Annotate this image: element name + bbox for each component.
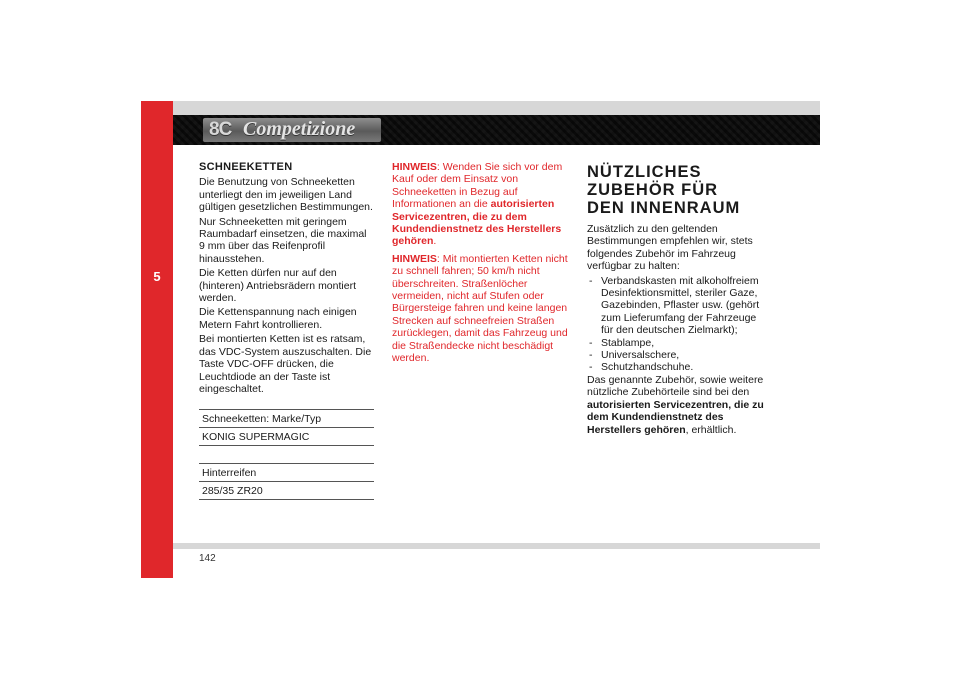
intro-paragraph: Zusätzlich zu den geltenden Bestimmungen empfehlen wir, stets folgendes Zubehör im Fahrzeug verfügbar zu halten: [587,223,753,273]
note-text: : Mit montierten Ketten nicht zu schnell fahren; 50 km/h nicht überschreiten. Straßenlöcher vermeiden, nicht auf Stufen oder Bürgersteige fahren und keine langen Strecken auf schneefreien Straßen zurücklegen, damit das Fahrzeug und die Straßendecke nicht beschädigt werden. [392,252,568,365]
bottom-band [173,543,820,549]
title-line: DEN INNENRAUM [587,199,741,217]
outro-bold-text: autorisierten Servicezentren, die zu dem Kundendienstnetz des Herstellers gehören [587,398,764,436]
paragraph: Nur Schneeketten mit geringem Raumbadarf einsetzen, die maximal 9 mm über das Reifenprofil hinausstehen. [199,215,367,265]
logo [203,118,381,142]
table-header-cell: Schneeketten: Marke/Typ [199,410,374,428]
carbon-header [173,115,820,145]
title-line: ZUBEHÖR FÜR [587,181,719,199]
title-line: NÜTZLICHES [587,163,702,181]
rear-tyre-table [199,463,374,500]
outro-end: , erhältlich. [685,423,737,436]
logo-mark: 8C [209,119,232,140]
paragraph: Die Benutzung von Schneeketten unterliegt den im jeweiligen Land gültigen gesetzlichen Bestimmungen. [199,176,373,214]
table-row [199,482,374,500]
paragraph: Bei montierten Ketten ist es ratsam, das VDC-System auszuschalten. Die Taste VDC-OFF drücken, die Leuchtdiode an der Taste ist eingeschaltet. [199,333,372,395]
page-number: 142 [199,553,216,564]
note-bold-text: autorisierten Servicezentren, die zu dem Kundendienstnetz des Herstellers gehören [392,198,562,248]
note-end: . [433,235,437,248]
table-row [199,428,374,446]
chapter-tab [141,101,173,578]
outro-text: Das genannte Zubehör, sowie weitere nützliche Zubehörteile sind bei den [587,373,764,399]
accessory-list [587,275,767,374]
list-item: - Verbandskasten mit alkoholfreiem Desinfektionsmittel, steriler Gaze, Gazebinden, Pflaster usw. (gehört zum Lieferumfang der Fahrzeuge für den deutschen Zielmarkt); [587,275,767,337]
paragraph: Die Ketten dürfen nur auf den (hinteren) Antriebsrädern montiert werden. [199,267,356,305]
table-row [199,410,374,428]
section-title-snow-chains: SCHNEEKETTEN [199,161,293,173]
top-band [173,101,820,115]
section-title-accessories [587,163,767,217]
left-column [199,161,375,500]
note-text: : Wenden Sie sich vor dem Kauf oder dem Einsatz von Schneeketten in Bezug auf Informationen an die [392,161,563,211]
list-item: - Stablampe, [587,337,767,349]
table-header-cell: Hinterreifen [199,464,374,482]
table-row [199,464,374,482]
table-value-cell: KONIG SUPERMAGIC [199,428,374,446]
logo-script: Competizione [243,118,356,140]
paragraph: Die Kettenspannung nach einigen Metern Fahrt kontrollieren. [199,306,357,331]
right-column [587,163,767,438]
middle-column [392,161,570,367]
outro-paragraph [587,374,767,436]
list-item: - Universalschere, [587,349,767,361]
note-label: HINWEIS [392,252,437,265]
table-value-cell: 285/35 ZR20 [199,482,374,500]
list-item: - Schutzhandschuhe. [587,361,767,373]
note-label: HINWEIS [392,161,437,173]
chapter-number: 5 [153,269,161,284]
note-2 [392,253,570,365]
snow-chain-table [199,409,374,446]
note-1 [392,161,570,248]
